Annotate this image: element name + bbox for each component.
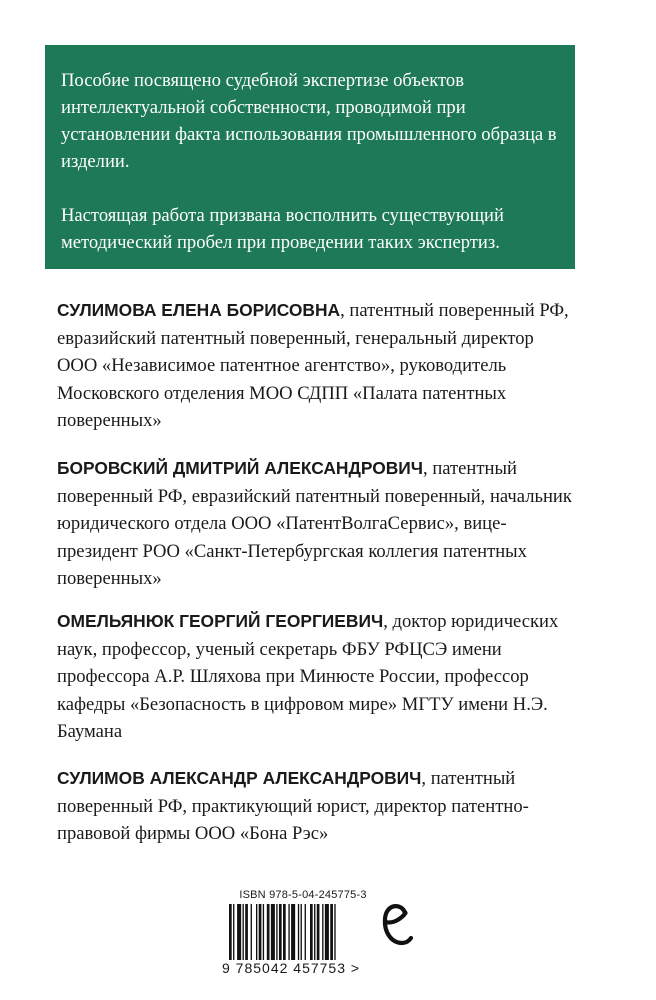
author-description: , патентный поверенный РФ, евразийский патентный поверенный, генеральный директор ООО «Независимое патентное агентство», руководитель Московского отделения МОО СДПП «Палата патентных поверенных» [57, 300, 569, 431]
author-bio [57, 765, 577, 848]
author-bio [57, 297, 577, 435]
annotation-paragraph-1: Пособие посвящено судебной экспертизе объектов интеллектуальной собственности, проводимой при установлении факта использования промышленного образца в изделии. [61, 70, 557, 172]
author-name: СУЛИМОВА ЕЛЕНА БОРИСОВНА [57, 300, 341, 320]
author-description: , доктор юридических наук, профессор, ученый секретарь ФБУ РФЦСЭ имени профессора А.Р. Шляхова при Минюсте России, профессор кафедры «Безопасность в цифровом мире» МГТУ имени Н.Э. Баумана [57, 611, 559, 742]
barcode-digits: 9 785042 457753 > [222, 960, 361, 976]
isbn-barcode [228, 904, 376, 960]
author-bio [57, 455, 577, 593]
isbn-label: ISBN 978-5-04-245775-3 [239, 889, 367, 901]
annotation-box [45, 45, 575, 269]
annotation-paragraph-2: Настоящая работа призвана восполнить существующий методический пробел при проведении таких экспертиз. [61, 205, 504, 253]
author-bio [57, 608, 577, 746]
author-description: , патентный поверенный РФ, практикующий юрист, директор патентно-правовой фирмы ООО «Бона Рэс» [57, 768, 529, 844]
eksmo-logo-icon [380, 897, 414, 953]
author-name: ОМЕЛЬЯНЮК ГЕОРГИЙ ГЕОРГИЕВИЧ [57, 611, 384, 631]
author-description: , патентный поверенный РФ, евразийский патентный поверенный, начальник юридического отдела ООО «ПатентВолгаСервис», вице-президент РОО «Санкт-Петербургская коллегия патентных поверенных» [57, 458, 572, 589]
author-name: СУЛИМОВ АЛЕКСАНДР АЛЕКСАНДРОВИЧ [57, 768, 422, 788]
author-name: БОРОВСКИЙ ДМИТРИЙ АЛЕКСАНДРОВИЧ [57, 458, 424, 478]
